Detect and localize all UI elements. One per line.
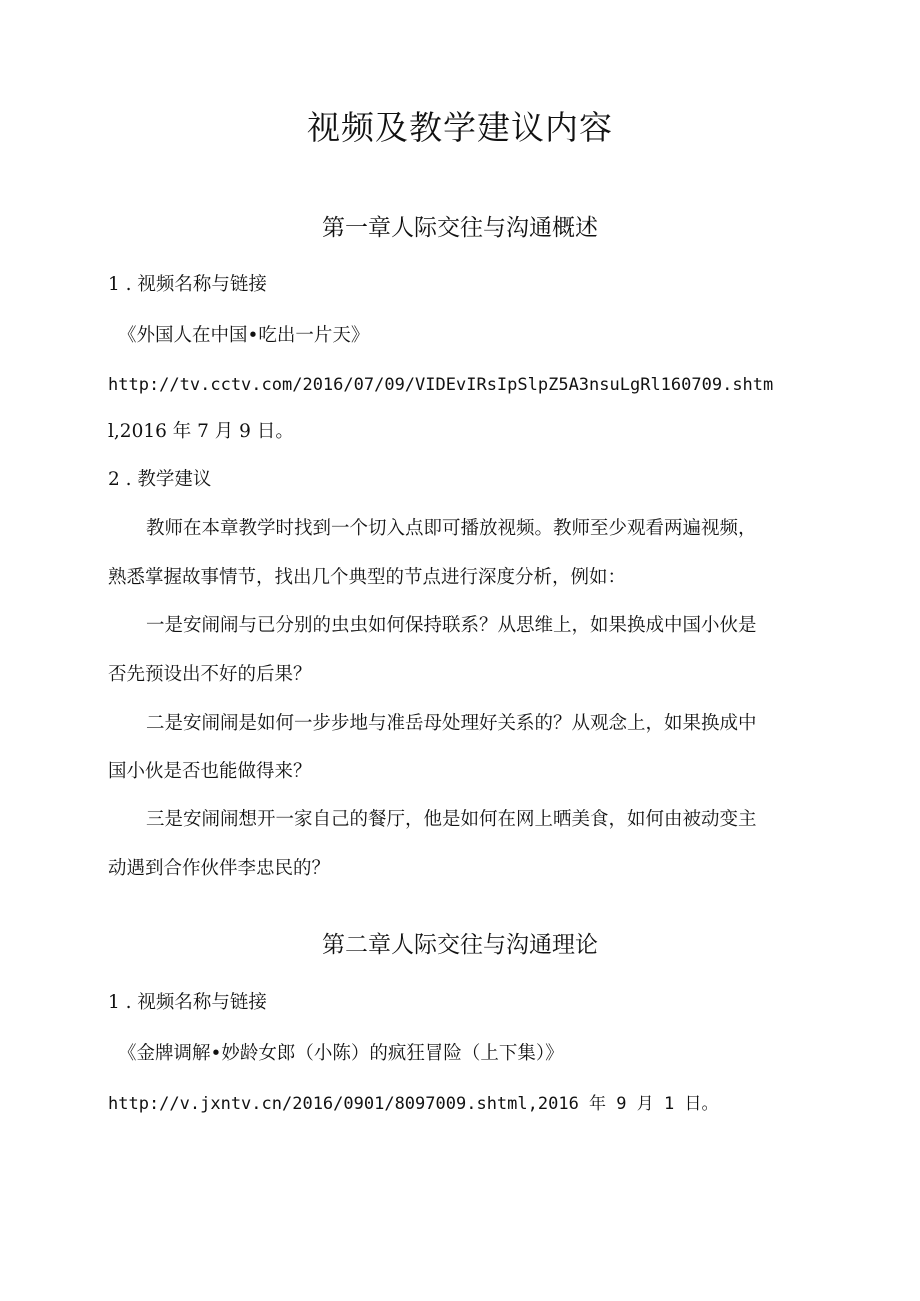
chapter-1-heading: 第一章人际交往与沟通概述 [322,215,598,241]
paragraph-3-line-2: 国小伙是否也能做得来？ [108,761,312,782]
chapter-1-video-title: 《外国人在中国•吃出一片天》 [118,325,370,346]
paragraph-4-line-2: 动遇到合作伙伴李忠民的？ [108,858,331,879]
chapter-1-video-link-continued: l,2016 年 7 月 9 日。 [108,421,294,442]
paragraph-1-line-2: 熟悉掌握故事情节，找出几个典型的节点进行深度分析，例如： [108,567,627,588]
paragraph-2-line-2: 否先预设出不好的后果？ [108,664,312,685]
chapter-2-heading: 第二章人际交往与沟通理论 [322,932,598,958]
paragraph-1-line-1: 教师在本章教学时找到一个切入点即可播放视频。教师至少观看两遍视频， [146,518,757,539]
chapter-1-item-2-label: 2 . 教学建议 [108,469,212,490]
chapter-2-item-1-label: 1 . 视频名称与链接 [108,992,267,1013]
paragraph-3-line-1: 二是安闹闹是如何一步步地与准岳母处理好关系的？从观念上，如果换成中 [146,713,757,734]
chapter-2-video-title: 《金牌调解•妙龄女郎（小陈）的疯狂冒险（上下集）》 [118,1043,564,1064]
chapter-1-video-link[interactable]: http://tv.cctv.com/2016/07/09/VIDEvIRsIpSlpZ5A3nsuLgRl160709.shtm [108,375,774,395]
page-title: 视频及教学建议内容 [307,108,613,147]
chapter-1-item-1-label: 1 . 视频名称与链接 [108,274,267,295]
paragraph-4-line-1: 三是安闹闹想开一家自己的餐厅，他是如何在网上晒美食，如何由被动变主 [146,809,757,830]
chapter-2-video-link[interactable]: http://v.jxntv.cn/2016/0901/8097009.shtml,2016 年 9 月 1 日。 [108,1094,719,1114]
paragraph-2-line-1: 一是安闹闹与已分别的虫虫如何保持联系？从思维上，如果换成中国小伙是 [146,615,757,636]
